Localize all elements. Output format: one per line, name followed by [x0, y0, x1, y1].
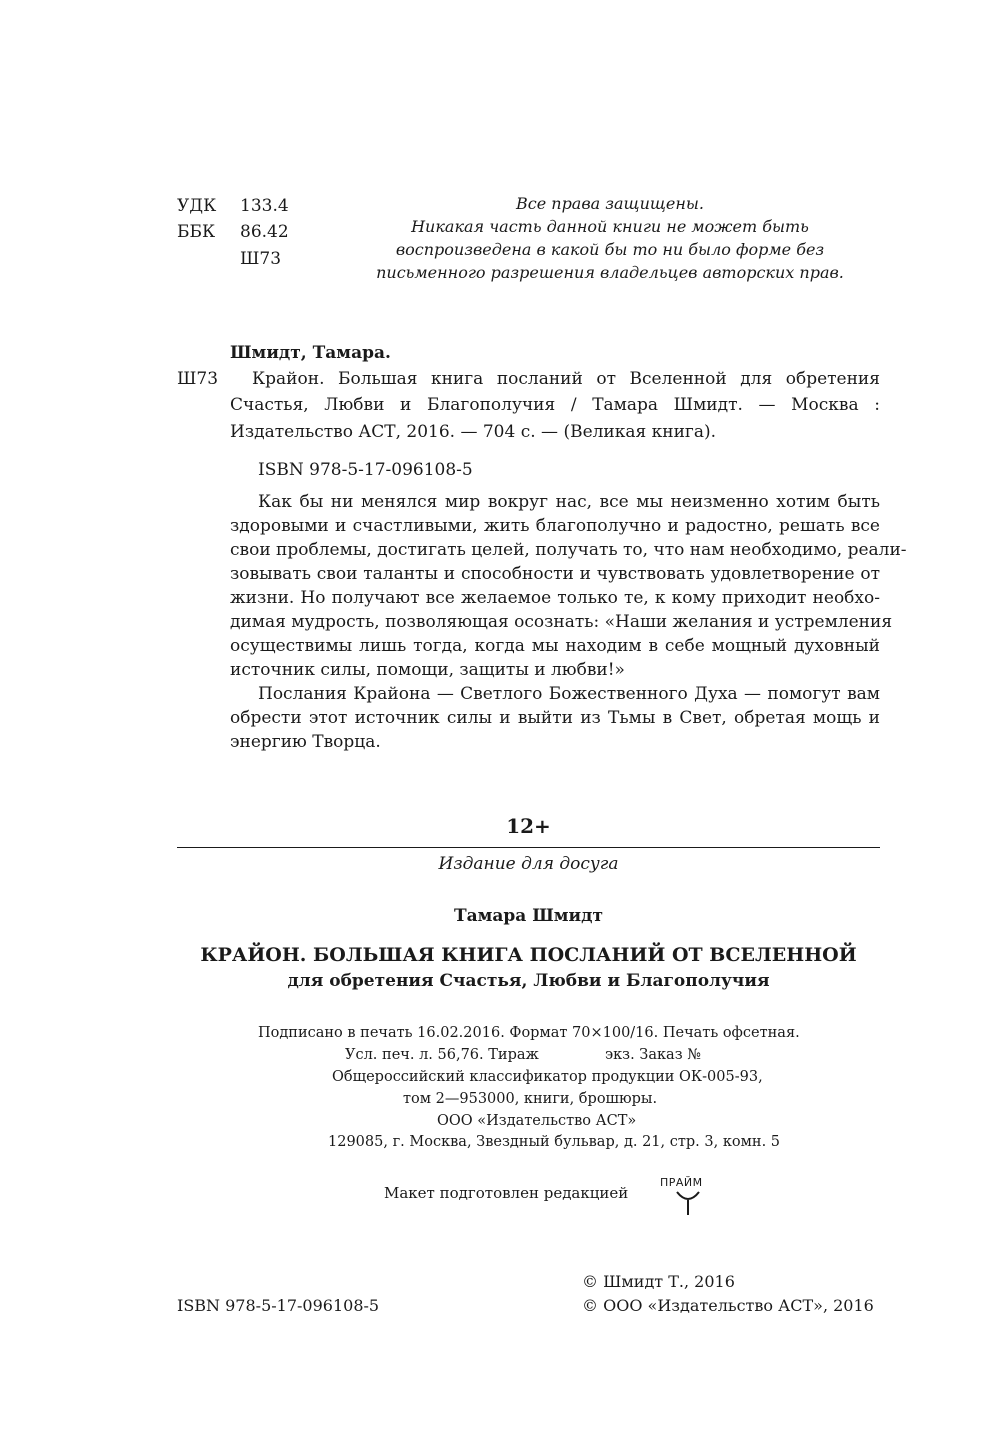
annotation-line: димая мудрость, позволяющая осознать: «Наши желания и устремления: [230, 612, 893, 632]
imprint-subtitle: для обретения Счастья, Любви и Благополучия: [287, 971, 770, 991]
annotation-line: жизни. Но получают все желаемое только те, к кому приходит необхо-: [230, 588, 880, 608]
bbk-value: 86.42: [240, 222, 289, 242]
prime-logo: [660, 1176, 714, 1216]
udk-value: 133.4: [240, 196, 289, 216]
udk-label: УДК: [177, 196, 217, 216]
annotation-line: источник силы, помощи, защиты и любви!»: [230, 660, 625, 680]
footer-isbn: ISBN 978-5-17-096108-5: [177, 1296, 380, 1315]
edition-type: Издание для досуга: [438, 854, 619, 874]
rights-line: Все права защищены.: [515, 194, 705, 213]
annotation-line: свои проблемы, достигать целей, получать то, что нам необходимо, реали-: [230, 540, 907, 560]
description-line: Крайон. Большая книга посланий от Вселенной для обретения: [252, 369, 880, 389]
annotation-line: Как бы ни менялся мир вокруг нас, все мы неизменно хотим быть: [258, 492, 880, 512]
imprint-line: том 2—953000, книги, брошюры.: [403, 1091, 658, 1107]
age-rating: 12+: [506, 814, 551, 838]
annotation-line: здоровыми и счастливыми, жить благополучно и радостно, решать все: [230, 516, 880, 536]
rights-line: Никакая часть данной книги не может быть: [411, 217, 809, 236]
author-heading: Шмидт, Тамара.: [230, 343, 391, 363]
copyright-publisher: © ООО «Издательство АСТ», 2016: [582, 1296, 874, 1315]
description-line: Счастья, Любви и Благополучия / Тамара Шмидт. — Москва :: [230, 395, 880, 415]
imprint-line: Общероссийский классификатор продукции ОК-005-93,: [332, 1069, 763, 1085]
divider-line: [177, 847, 880, 848]
imprint-line: Усл. печ. л. 56,76. Тираж: [345, 1047, 539, 1063]
description-line: Издательство АСТ, 2016. — 704 с. — (Великая книга).: [230, 422, 717, 442]
bbk-label: ББК: [177, 222, 216, 242]
prepared-by: Макет подготовлен редакцией: [384, 1184, 629, 1202]
imprint-title: КРАЙОН. БОЛЬШАЯ КНИГА ПОСЛАНИЙ ОТ ВСЕЛЕННОЙ: [200, 944, 857, 966]
rights-line: воспроизведена в какой бы то ни было форме без: [395, 240, 825, 259]
imprint-line: Подписано в печать 16.02.2016. Формат 70×100/16. Печать офсетная.: [258, 1025, 800, 1041]
rights-notice: [345, 192, 875, 284]
imprint-author: Тамара Шмидт: [453, 906, 604, 926]
imprint-line: ООО «Издательство АСТ»: [437, 1113, 637, 1129]
rights-line: письменного разрешения владельцев авторских прав.: [376, 263, 844, 282]
annotation: [230, 490, 907, 754]
annotation-line: обрести этот источник силы и выйти из Тьмы в Свет, обретая мощь и: [230, 708, 880, 728]
prime-logo-mark-icon: [674, 1190, 702, 1216]
bibliographic-isbn: ISBN 978-5-17-096108-5: [258, 460, 473, 480]
copyright-author: © Шмидт Т., 2016: [582, 1272, 735, 1291]
prime-logo-text: ПРАЙМ: [660, 1176, 703, 1189]
annotation-line: Послания Крайона — Светлого Божественного Духа — помогут вам: [258, 684, 880, 704]
annotation-line: осуществимы лишь тогда, когда мы находим в себе мощный духовный: [230, 636, 880, 656]
bibliographic-mark: Ш73: [177, 369, 219, 389]
author-mark-code: Ш73: [240, 249, 282, 269]
imprint-line: экз. Заказ №: [605, 1047, 701, 1063]
annotation-line: зовывать свои таланты и способности и чувствовать удовлетворение от: [230, 564, 880, 584]
imprint-line: 129085, г. Москва, Звездный бульвар, д. 21, стр. 3, комн. 5: [328, 1134, 781, 1150]
annotation-line: энергию Творца.: [230, 732, 381, 752]
